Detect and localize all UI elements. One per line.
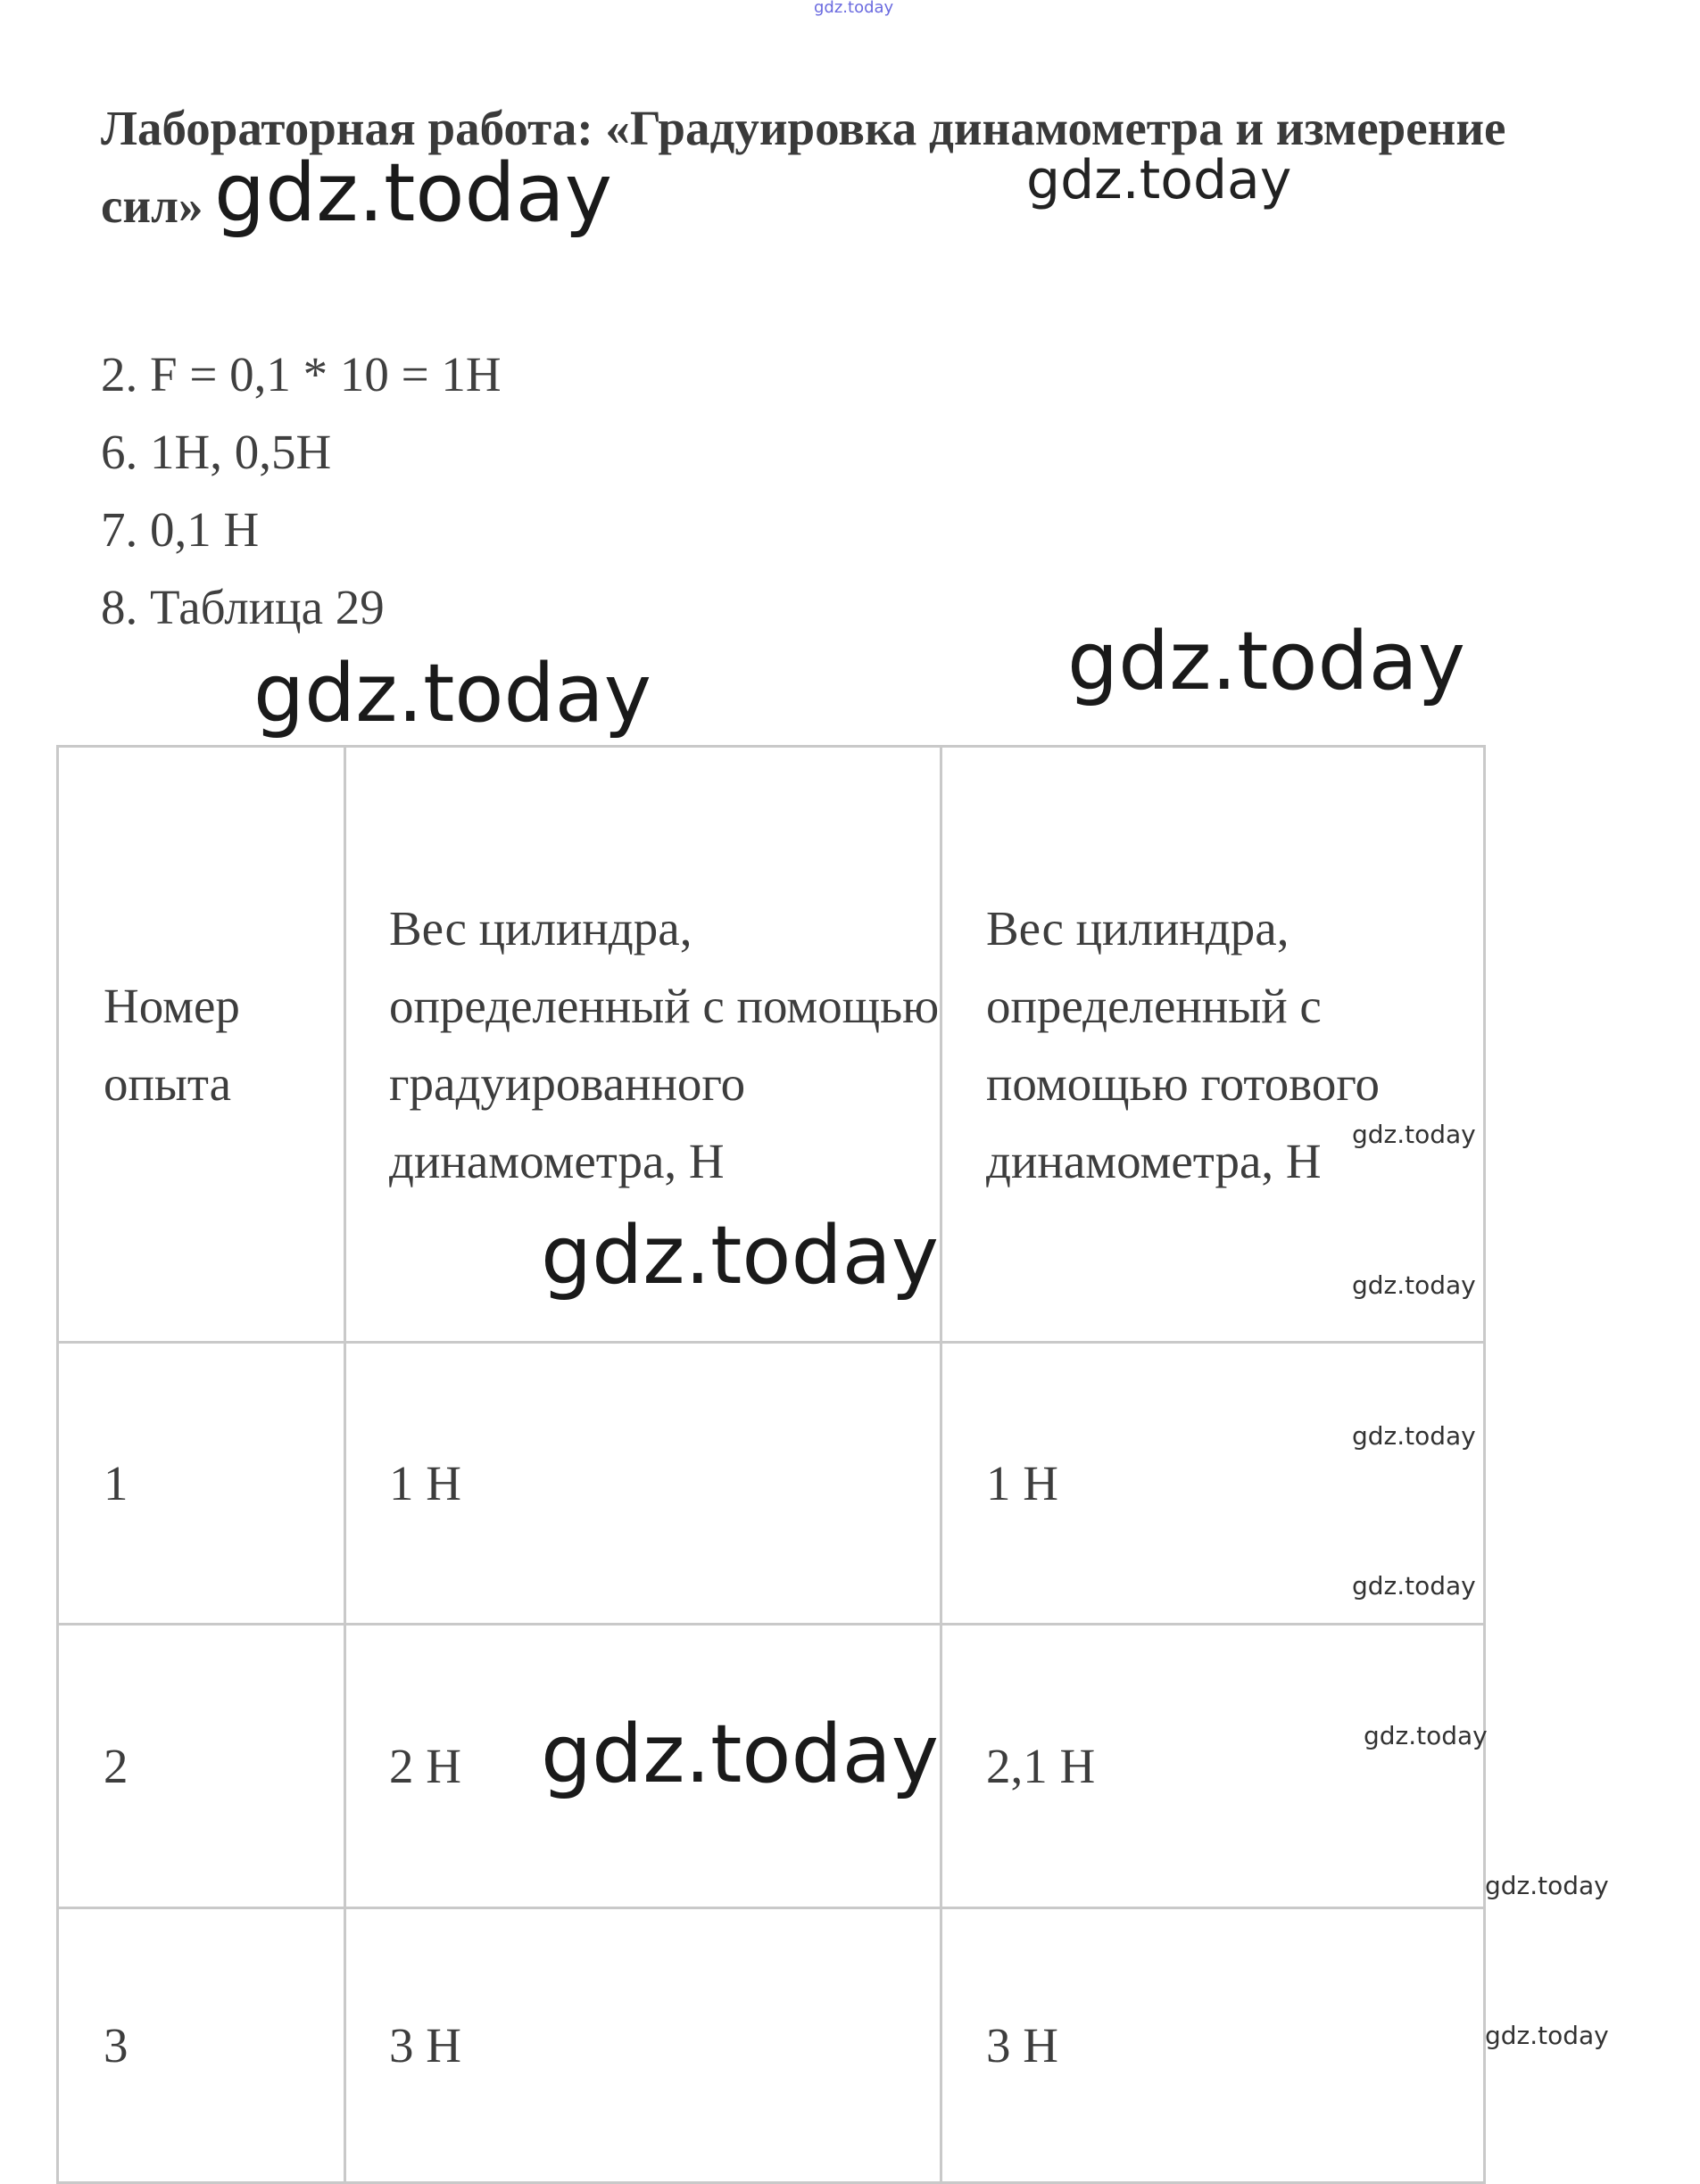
cell-ready: 1 Н bbox=[941, 1343, 1485, 1625]
answer-item: 8. Таблица 29 bbox=[101, 580, 385, 634]
answer-item: 2. F = 0,1 * 10 = 1Н bbox=[101, 347, 502, 401]
answer-item: 6. 1Н, 0,5Н bbox=[101, 425, 332, 479]
table-row bbox=[58, 1343, 1485, 1625]
cell-number: 1 bbox=[58, 1343, 345, 1625]
watermark-title-right: gdz.today bbox=[1026, 149, 1292, 211]
cell-number: 3 bbox=[58, 1908, 345, 2183]
header-watermark: gdz.today bbox=[814, 0, 894, 17]
answers-list bbox=[101, 335, 502, 646]
cell-graduated: 1 Н bbox=[345, 1343, 941, 1625]
watermark-above-table-left: gdz.today bbox=[253, 647, 652, 740]
cell-ready: 3 Н bbox=[941, 1908, 1485, 2183]
watermark-row1-right-2: gdz.today bbox=[1352, 1571, 1476, 1601]
header-ready-weight: Вес цилиндра, определенный с помощью готового динамометра, Н bbox=[941, 747, 1485, 1343]
results-table bbox=[56, 745, 1486, 2184]
cell-graduated: 2 Н bbox=[345, 1625, 941, 1908]
header-graduated-weight: Вес цилиндра, определенный с помощью градуированного динамометра, Н bbox=[345, 747, 941, 1343]
watermark-header-cell-mid: gdz.today bbox=[541, 1209, 940, 1303]
header-experiment-number: Номер опыта bbox=[58, 747, 345, 1343]
watermark-header-cell-right-2: gdz.today bbox=[1352, 1270, 1476, 1300]
title-line-1: Лабораторная работа: «Градуировка динамометра и измерение bbox=[101, 101, 1506, 155]
watermark-above-table-right: gdz.today bbox=[1067, 615, 1466, 708]
watermark-header-cell-right-1: gdz.today bbox=[1352, 1120, 1476, 1149]
title-line-2-text: сил» bbox=[101, 178, 203, 233]
watermark-outside-right-1: gdz.today bbox=[1485, 1871, 1609, 1900]
watermark-row1-right-1: gdz.today bbox=[1352, 1421, 1476, 1451]
cell-graduated: 3 Н bbox=[345, 1908, 941, 2183]
cell-number: 2 bbox=[58, 1625, 345, 1908]
table-row bbox=[58, 1908, 1485, 2183]
watermark-title-inline: gdz.today bbox=[214, 146, 613, 240]
cell-ready: 2,1 Н bbox=[941, 1625, 1485, 1908]
answer-item: 7. 0,1 Н bbox=[101, 502, 260, 557]
watermark-row2-mid: gdz.today bbox=[541, 1708, 940, 1801]
watermark-outside-right-2: gdz.today bbox=[1485, 2021, 1609, 2050]
watermark-row2-right: gdz.today bbox=[1364, 1721, 1488, 1750]
